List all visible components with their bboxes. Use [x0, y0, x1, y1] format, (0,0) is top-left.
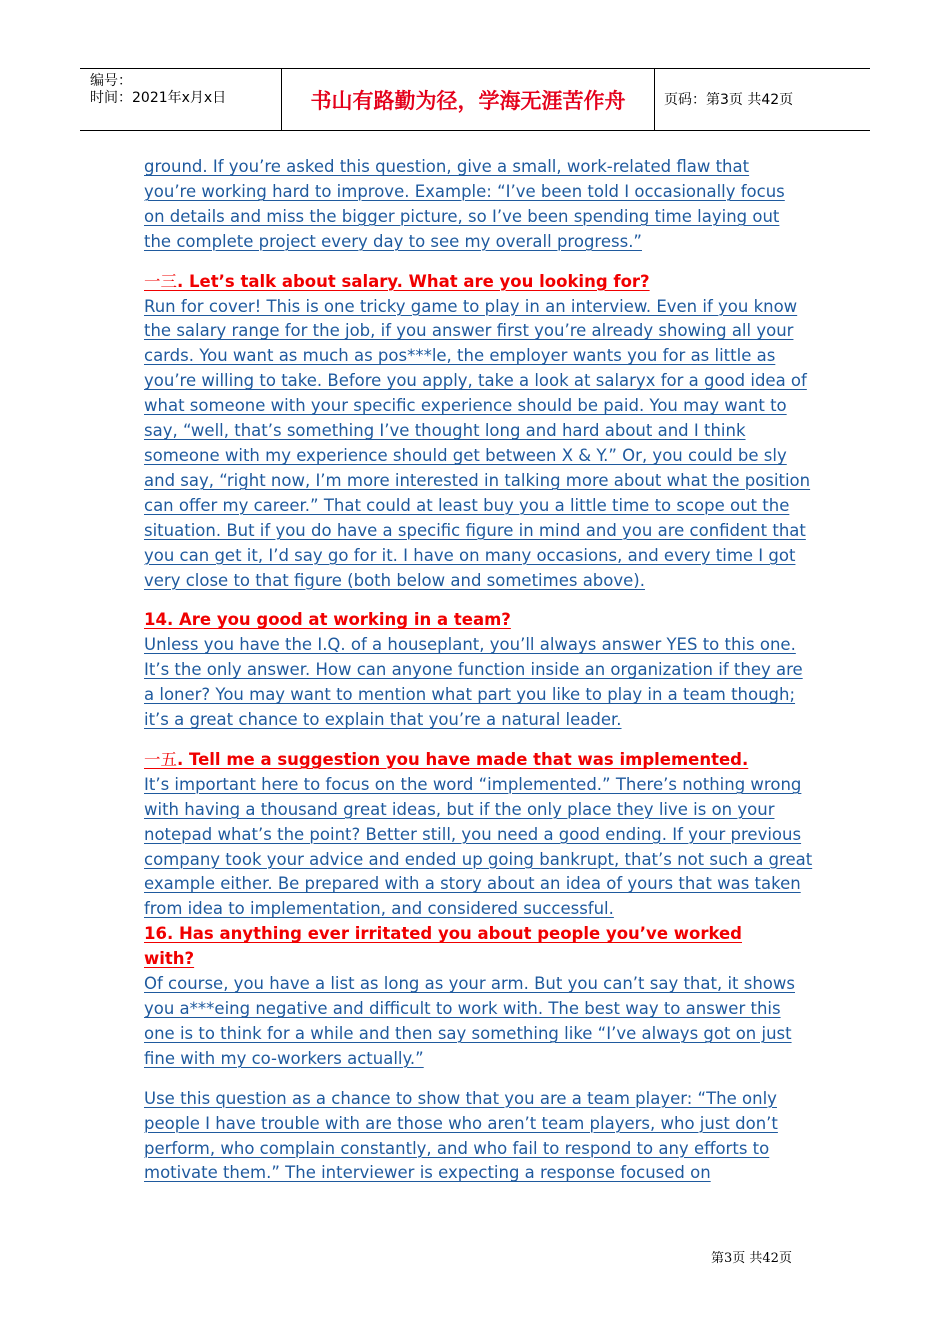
- question-16-answer: Of course, you have a list as long as your arm. But you can’t say that, it shows you a***eing negative and difficult to work with. The best way to answer this one is to think for a while and then say something like “I’ve always got on just fine with my co-workers actually.”: [144, 974, 795, 1068]
- document-number-label: 编号：: [90, 73, 132, 89]
- question-16-answer-continued: Use this question as a chance to show that you are a team player: “The only people I have trouble with are those who aren’t team players, who just don’t perform, who complain constantly, and who fail to respond to any efforts to motivate them.” The interviewer is expecting a response focused on: [144, 1088, 778, 1183]
- page-footer: 第3页 共42页: [711, 1251, 792, 1266]
- question-15-text: . Tell me a suggestion you have made that was implemented.: [177, 749, 749, 769]
- intro-paragraph: ground. If you’re asked this question, give a small, work-related flaw that you’re working hard to improve. Example: “I’ve been told I occasionally focus on details and miss the bigger picture, so I’ve been spending time laying out the complete project every day to see my overall progress.”: [144, 157, 785, 251]
- question-15-answer: It’s important here to focus on the word “implemented.” There’s nothing wrong with having a thousand great ideas, but if the only place they live is on your notepad what’s the point? Better still, you need a good ending. If your previous company took your advice and ended up going bankrupt, that’s not such a great example either. Be prepared with a story about an idea of yours that was taken from idea to implementation, and considered successful.: [144, 774, 813, 919]
- question-13-number: 一三: [144, 271, 177, 291]
- question-15-number: 一五: [144, 749, 177, 769]
- question-13-answer: Run for cover! This is one tricky game to play in an interview. Even if you know the salary range for the job, if you answer first you’re already showing all your cards. You want as much as pos***le, the employer wants you for as little as you’re willing to take. Before you apply, take a look at salaryx for a good idea of what someone with your specific experience should be paid. You may want to say, “well, that’s something I’ve thought long and hard about and I think someone with my experience should get between X & Y.” Or, you could be sly and say, “right now, I’m more interested in talking more about what the position can offer my career.” That could at least buy you a little time to scope out the situation. But if you do have a specific figure in mind and you are confident that you can get it, I’d say go for it. I have on many occasions, and every time I got very close to that figure (both below and sometimes above).: [144, 296, 811, 590]
- document-body: [144, 155, 814, 1186]
- question-16-heading: 16. Has anything ever irritated you about people you’ve worked with?: [144, 924, 742, 969]
- page-header: [80, 68, 870, 131]
- question-13-text: . Let’s talk about salary. What are you looking for?: [177, 271, 650, 291]
- question-15-heading: [144, 750, 748, 769]
- question-13-heading: [144, 272, 650, 291]
- header-divider: [654, 69, 655, 130]
- question-14-heading: 14. Are you good at working in a team?: [144, 610, 511, 630]
- question-14-answer: Unless you have the I.Q. of a houseplant, you’ll always answer YES to this one. It’s the only answer. How can anyone function inside an organization if they are a loner? You may want to mention what part you like to play in a team though; it’s a great chance to explain that you’re a natural leader.: [144, 635, 803, 730]
- header-info-cell: [80, 69, 280, 130]
- header-motto: 书山有路勤为径，学海无涯苦作舟: [310, 87, 626, 113]
- document-time-label: 时间：2021年x月x日: [90, 90, 227, 106]
- header-page-code: 页码：第3页 共42页: [664, 92, 794, 108]
